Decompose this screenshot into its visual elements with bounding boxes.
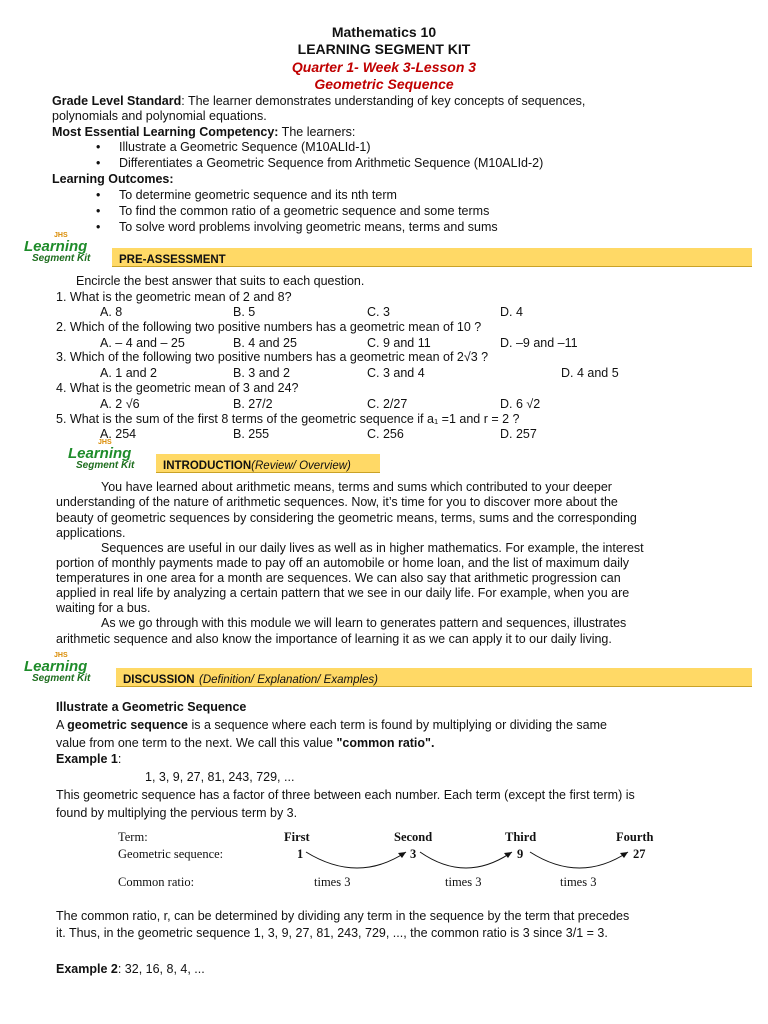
outcome-item: • To find the common ratio of a geometric sequence and some terms [119,204,489,220]
outcome-item: • To solve word problems involving geometric means, terms and sums [119,220,498,236]
option: C. 2/27 [367,397,408,411]
diagram-arc [420,852,512,868]
diagram-header: Second [394,830,433,844]
def-a: A [56,718,68,732]
diagram-value: 3 [410,847,417,861]
option: A. 2 √6 [100,397,140,411]
option: B. 5 [233,305,256,319]
example-2 [56,962,205,978]
melc [52,125,355,141]
option: D. –9 and –11 [500,336,578,350]
melc-label: Most Essential Learning Competency: [52,125,279,139]
option: A. 254 [100,427,137,441]
option: C. 256 [367,427,404,441]
diagram-row-ratio: Common ratio: [118,875,195,889]
learning-segment-kit-logo [18,232,110,270]
gls-text-line2: polynomials and polynomial equations. [52,109,267,123]
melc-text: The learners: [278,125,356,139]
option: C. 3 [367,305,390,319]
diagram-times: times 3 [445,875,482,889]
intro-p1-line: applications. [56,526,126,540]
option: B. 4 and 25 [233,336,297,350]
melc-item: • Illustrate a Geometric Sequence (M10ALId-1) [119,140,371,156]
introduction-heading: INTRODUCTION [163,460,252,472]
ex1-label: Example 1 [56,752,118,766]
option: B. 3 and 2 [233,366,290,380]
common-ratio-term: "common ratio". [336,736,435,750]
option: A. – 4 and – 25 [100,336,185,350]
discussion-heading: DISCUSSION [123,674,195,686]
intro-p2-line: temperatures in one area for a month are sequences. We can also say that arithmetic progression can [56,571,621,585]
logo-segment-kit: Segment Kit [32,253,91,264]
intro-p2-line: waiting for a bus. [56,601,151,615]
pre-assessment-heading: PRE-ASSESSMENT [119,254,226,266]
option: D. 4 and 5 [561,366,619,380]
ex2-text: : 32, 16, 8, 4, ... [117,962,205,976]
diagram-arc [306,852,406,868]
intro-p2-line: applied in real life by analyzing a certain pattern that we see in our daily life. For example, when you are [56,586,630,600]
option: D. 4 [500,305,523,319]
def-rest: is a sequence where each term is found by multiplying or dividing the same [188,718,607,732]
introduction-banner [156,454,380,473]
intro-p1-line: understanding of the nature of arithmetic sequences. Now, it’s time for you to discover more about the [56,495,618,509]
option: C. 9 and 11 [367,336,431,350]
diagram-arrowhead [398,852,406,858]
question-4: 4. What is the geometric mean of 3 and 24? [56,381,299,395]
diagram-value: 9 [517,847,524,861]
diagram-value: 1 [297,847,304,861]
intro-p3-line: arithmetic sequence and also know the importance of learning it as we can apply it to our daily living. [56,632,612,646]
discussion-banner [116,668,752,687]
subject-title: Mathematics 10 [331,24,437,40]
question-2: 2. Which of the following two positive numbers has a geometric mean of 10 ? [56,320,482,334]
option: A. 8 [100,305,123,319]
example-1-text: This geometric sequence has a factor of three between each number. Each term (except the first term) is [56,788,635,802]
ex2-label: Example 2 [56,962,118,976]
intro-p3-line: As we go through with this module we will learn to generates pattern and sequences, illustrates [101,616,627,630]
diagram-arrowhead [504,852,512,858]
gls-label: Grade Level Standard [52,94,182,108]
geometric-sequence-diagram [110,826,670,896]
gls-text: : The learner demonstrates understanding of key concepts of sequences, [181,94,586,108]
ratio-explanation-line: The common ratio, r, can be determined by dividing any term in the sequence by the term that precedes [56,909,630,923]
diagram-row-geo: Geometric sequence: [118,847,224,861]
question-1: 1. What is the geometric mean of 2 and 8? [56,290,292,304]
diagram-times: times 3 [314,875,351,889]
diagram-header: Fourth [616,830,654,844]
outcomes-label: Learning Outcomes: [52,172,174,186]
definition-line1 [56,718,607,734]
logo-jhs: JHS [54,652,68,659]
option: B. 27/2 [233,397,273,411]
melc-item: • Differentiates a Geometric Sequence from Arithmetic Sequence (M10ALId-2) [119,156,543,172]
option: C. 3 and 4 [367,366,425,380]
topic-title: Geometric Sequence [314,76,454,92]
diagram-row-term: Term: [118,830,148,844]
option: D. 6 √2 [500,397,541,411]
example-1-sequence: 1, 3, 9, 27, 81, 243, 729, ... [145,770,295,784]
learning-segment-kit-logo [18,652,110,690]
option: B. 255 [233,427,270,441]
example-1-text: found by multiplying the pervious term by 3. [56,806,298,820]
logo-learning: Learning [68,445,132,462]
option: A. 1 and 2 [100,366,157,380]
diagram-arrowhead [620,852,628,858]
pre-assessment-instruction: Encircle the best answer that suits to each question. [76,274,365,288]
example-1-label [56,752,121,768]
ex1-colon: : [117,752,122,766]
discussion-subheading: (Definition/ Explanation/ Examples) [199,674,379,686]
pre-assessment-banner [112,248,752,267]
quarter-title: Quarter 1- Week 3-Lesson 3 [291,59,477,75]
logo-segment-kit: Segment Kit [32,673,91,684]
question-3: 3. Which of the following two positive numbers has a geometric mean of 2√3 ? [56,350,489,364]
grade-level-standard [52,94,752,110]
diagram-header: First [284,830,310,844]
introduction-subheading: (Review/ Overview) [251,460,351,472]
def-term: geometric sequence [67,718,189,732]
intro-p2-line: Sequences are useful in our daily lives as well as in higher mathematics. For example, the interest [101,541,644,555]
intro-p1-line: You have learned about arithmetic means, terms and sums which contributed to your deeper [101,480,612,494]
option: D. 257 [500,427,537,441]
intro-p2-line: portion of monthly payments made to pay off an automobile or home loan, and the list of maximum daily [56,556,629,570]
ratio-explanation-line: it. Thus, in the geometric sequence 1, 3, 9, 27, 81, 243, 729, ..., the common ratio is 3 since 3/1 = 3. [56,926,608,940]
logo-jhs: JHS [98,439,112,446]
definition-line2 [56,736,434,752]
diagram-value: 27 [633,847,646,861]
logo-jhs: JHS [54,232,68,239]
logo-learning: Learning [24,658,88,675]
intro-p1-line: beauty of geometric sequences by considering the geometric means, terms, sums and the corresponding [56,511,637,525]
kit-title: LEARNING SEGMENT KIT [297,41,471,57]
diagram-header: Third [505,830,537,844]
learning-segment-kit-logo [62,439,154,477]
question-5: 5. What is the sum of the first 8 terms of the geometric sequence if a₁ =1 and r = 2 ? [56,412,520,426]
diagram-arc [530,852,628,868]
diagram-times: times 3 [560,875,597,889]
discussion-title: Illustrate a Geometric Sequence [56,700,247,714]
outcome-item: • To determine geometric sequence and its nth term [119,188,397,204]
logo-segment-kit: Segment Kit [76,460,135,471]
def-line2: value from one term to the next. We call this value [56,736,337,750]
logo-learning: Learning [24,238,88,255]
